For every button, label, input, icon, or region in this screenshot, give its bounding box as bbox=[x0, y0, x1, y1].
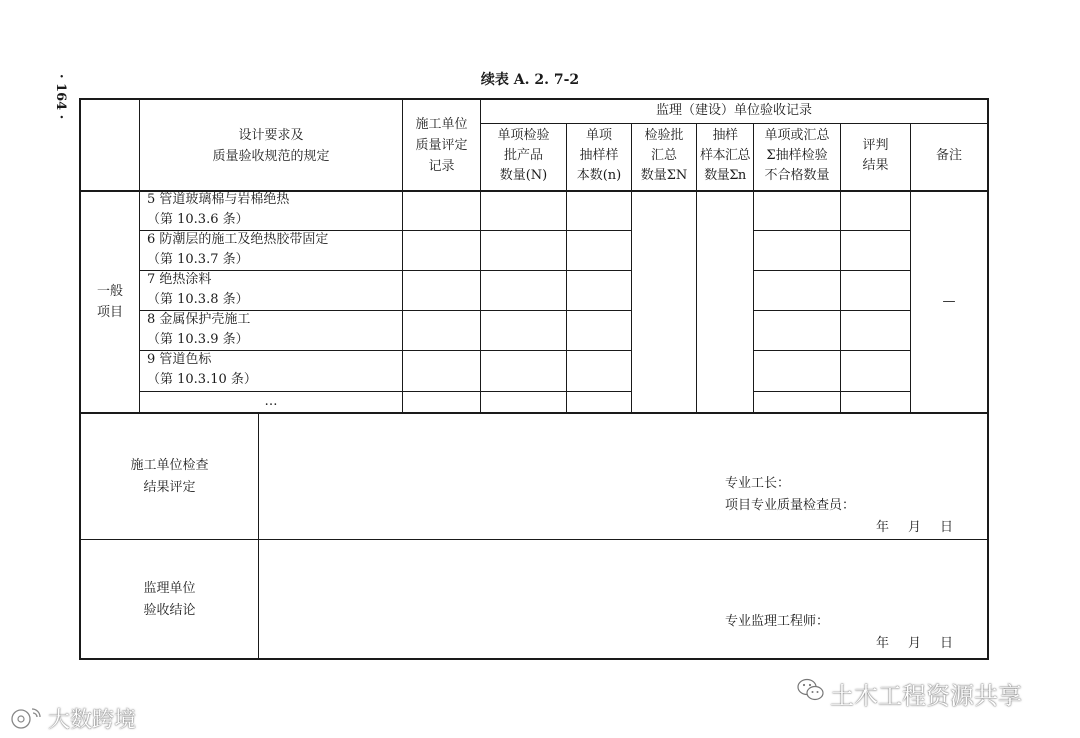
col3-line1: 检验批 bbox=[644, 128, 684, 143]
header-spec-line1: 设计要求及 bbox=[238, 128, 304, 143]
item-ellipsis: … bbox=[264, 394, 278, 409]
col7-line1: 备注 bbox=[935, 148, 962, 163]
item-name: 6 防潮层的施工及绝热胶带固定 bbox=[147, 232, 329, 247]
col1-line1: 单项检验 bbox=[497, 128, 550, 143]
col2-line3: 本数(n) bbox=[576, 168, 622, 183]
col4-line3: 数量Σn bbox=[704, 168, 746, 183]
item-clause: （第 10.3.10 条） bbox=[147, 372, 257, 387]
header-spec bbox=[140, 125, 402, 167]
table-title: 续表 A. 2. 7-2 bbox=[480, 72, 580, 88]
header-col-batch-quantity bbox=[481, 126, 566, 186]
quality-inspector-signature-label: 项目专业质量检查员： bbox=[725, 498, 856, 513]
header-contractor-line3: 记录 bbox=[428, 159, 455, 174]
supervisor-date-month: 月 bbox=[908, 636, 922, 651]
contractor-date-day: 日 bbox=[940, 520, 954, 535]
remarks-dash: — bbox=[942, 294, 956, 309]
item-clause: （第 10.3.6 条） bbox=[147, 212, 249, 227]
item-name: 8 金属保护壳施工 bbox=[147, 312, 251, 327]
header-col-sample-total bbox=[697, 126, 753, 186]
header-col-nonconforming bbox=[754, 126, 840, 186]
page-number-text: · 164 · bbox=[53, 74, 68, 120]
supervisor-label-line1: 监理单位 bbox=[143, 581, 196, 596]
watermark-right: 土木工程资源共享 bbox=[830, 682, 1022, 710]
foreman-signature-label: 专业工长： bbox=[725, 476, 791, 491]
weibo-logo-icon bbox=[8, 704, 48, 730]
supervisor-date-day: 日 bbox=[940, 636, 954, 651]
col5-line3: 不合格数量 bbox=[764, 168, 830, 183]
item-row-9 bbox=[147, 350, 257, 390]
supervisor-conclusion-label bbox=[81, 578, 258, 622]
col1-line2: 批产品 bbox=[503, 148, 543, 163]
item-name: 7 绝热涂料 bbox=[147, 272, 212, 287]
header-contractor-line2: 质量评定 bbox=[415, 138, 468, 153]
supervising-engineer-signature-label: 专业监理工程师： bbox=[725, 614, 830, 629]
col4-line1: 抽样 bbox=[712, 128, 738, 143]
header-supervision-group: 监理（建设）单位验收记录 bbox=[655, 103, 812, 118]
col4-line2: 样本汇总 bbox=[699, 148, 750, 163]
col5-line2: Σ抽样检验 bbox=[766, 148, 828, 163]
header-contractor-record bbox=[403, 114, 480, 177]
supervisor-date-year: 年 bbox=[876, 636, 890, 651]
contractor-date-month: 月 bbox=[908, 520, 922, 535]
item-row-8 bbox=[147, 310, 250, 350]
col2-line1: 单项 bbox=[585, 128, 612, 143]
col6-line1: 评判 bbox=[862, 138, 889, 153]
item-name: 5 管道玻璃棉与岩棉绝热 bbox=[147, 192, 290, 207]
item-clause: （第 10.3.7 条） bbox=[147, 252, 249, 267]
col5-line1: 单项或汇总 bbox=[764, 128, 830, 143]
header-contractor-line1: 施工单位 bbox=[415, 117, 468, 132]
header-spec-line2: 质量验收规范的规定 bbox=[212, 149, 330, 164]
col6-line2: 结果 bbox=[862, 158, 889, 173]
contractor-label-line1: 施工单位检查 bbox=[130, 458, 209, 473]
wechat-icon bbox=[796, 677, 826, 703]
supervisor-label-line2: 验收结论 bbox=[143, 603, 196, 618]
general-label-line1: 一般 bbox=[96, 284, 123, 299]
item-row-5 bbox=[147, 190, 289, 230]
header-col-judgement bbox=[841, 136, 910, 176]
header-col-batch-total bbox=[632, 126, 696, 186]
general-items-label bbox=[81, 281, 139, 323]
contractor-check-label bbox=[81, 455, 258, 499]
general-label-line2: 项目 bbox=[96, 305, 123, 320]
watermark-left: 大数跨境 bbox=[48, 708, 137, 733]
item-name: 9 管道色标 bbox=[147, 352, 212, 367]
contractor-date-year: 年 bbox=[876, 520, 890, 535]
header-col-remarks bbox=[911, 146, 987, 166]
item-clause: （第 10.3.9 条） bbox=[147, 332, 249, 347]
header-col-sample-count bbox=[567, 126, 631, 186]
col3-line2: 汇总 bbox=[650, 148, 677, 163]
page-number bbox=[50, 74, 70, 122]
item-clause: （第 10.3.8 条） bbox=[147, 292, 249, 307]
item-row-6 bbox=[147, 230, 328, 270]
col3-line3: 数量ΣN bbox=[640, 168, 688, 183]
col2-line2: 抽样样 bbox=[579, 148, 619, 163]
item-row-7 bbox=[147, 270, 249, 310]
contractor-label-line2: 结果评定 bbox=[143, 480, 196, 495]
col1-line3: 数量(N) bbox=[499, 168, 548, 183]
